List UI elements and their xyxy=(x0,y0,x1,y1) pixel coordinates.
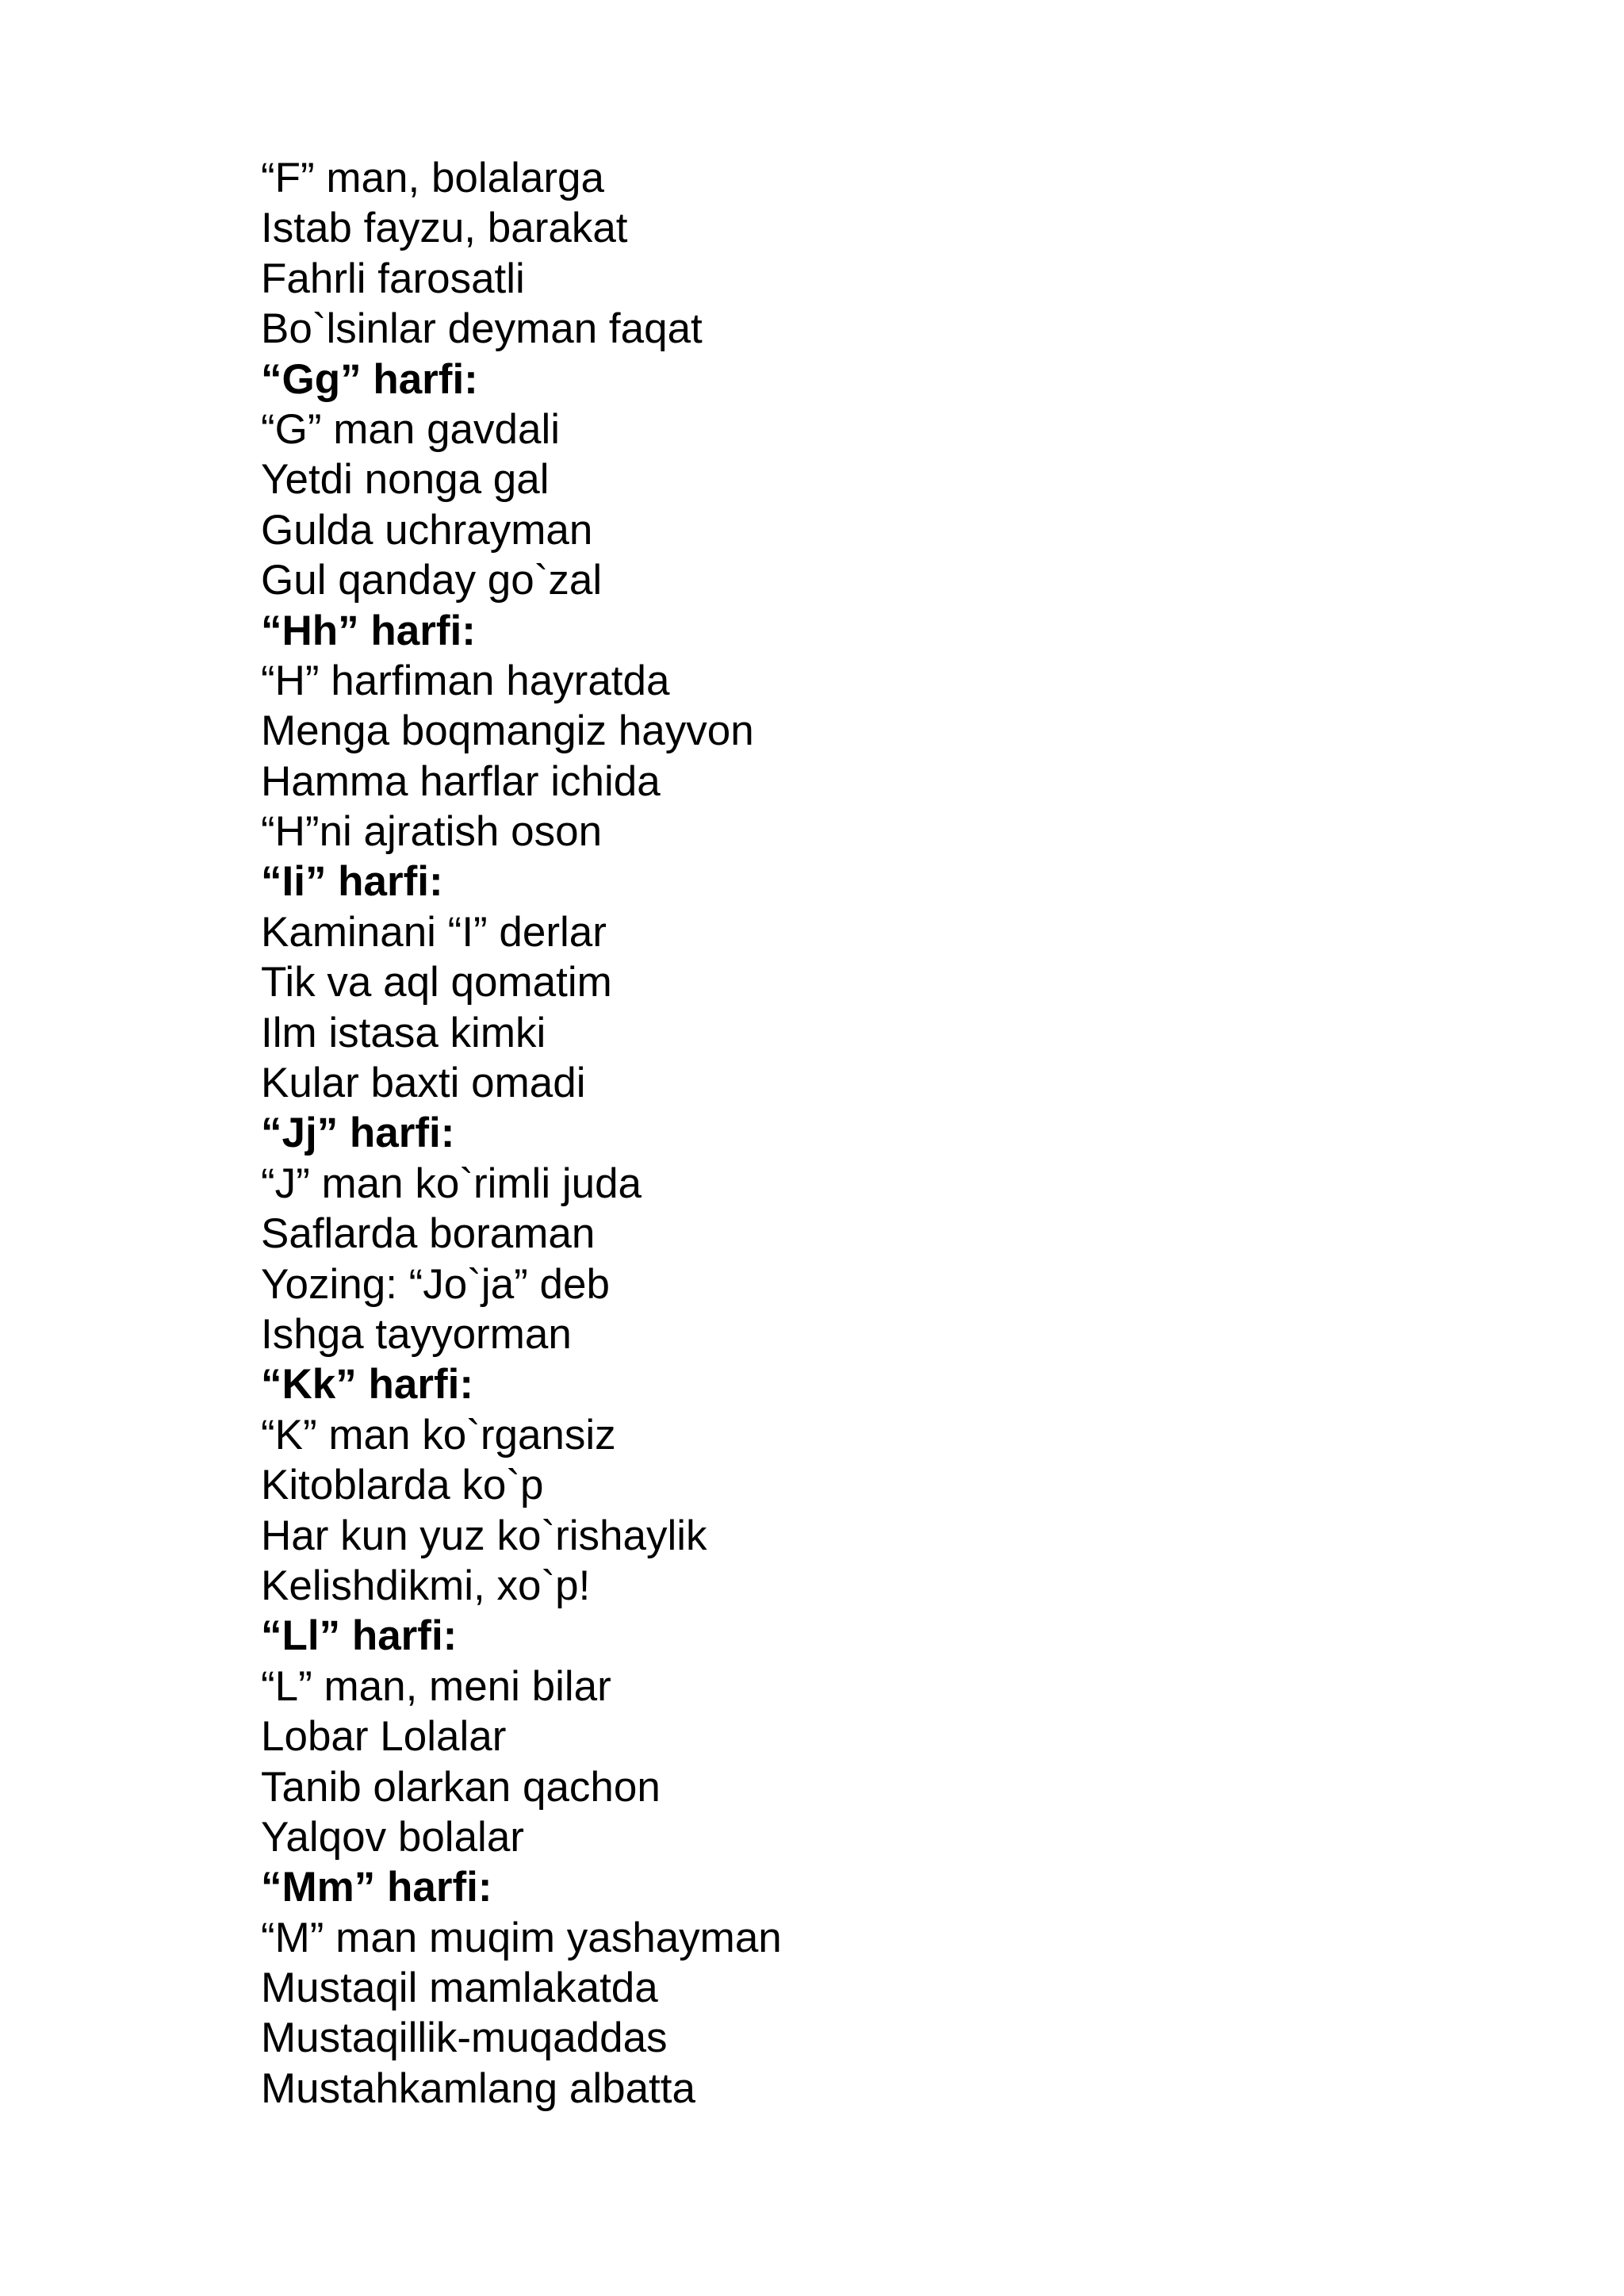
poem-line: Mustahkamlang albatta xyxy=(261,2064,695,2112)
poem-line: Bo`lsinlar deyman faqat xyxy=(261,305,703,353)
poem-text-block xyxy=(261,153,1450,2114)
letter-heading: “Jj” harfi: xyxy=(261,1110,455,1157)
letter-heading: “Ll” harfi: xyxy=(261,1612,458,1660)
poem-line: Kitoblarda ko`p xyxy=(261,1462,544,1509)
poem-line: “H”ni ajratish oson xyxy=(261,808,603,856)
poem-line: “K” man ko`rgansiz xyxy=(261,1411,616,1458)
poem-line: Hamma harflar ichida xyxy=(261,757,661,805)
poem-line: “M” man muqim yashayman xyxy=(261,1914,782,1961)
poem-line: Gul qanday go`zal xyxy=(261,557,603,604)
poem-line: Fahrli farosatli xyxy=(261,255,525,302)
poem-line: Kaminani “I” derlar xyxy=(261,908,607,956)
poem-line: Kular baxti omadi xyxy=(261,1060,586,1107)
poem-line: Mustaqil mamlakatda xyxy=(261,1964,658,2012)
letter-heading: “Kk” harfi: xyxy=(261,1361,473,1409)
poem-line: “L” man, meni bilar xyxy=(261,1662,611,1710)
letter-heading: “Ii” harfi: xyxy=(261,858,443,906)
poem-line: Lobar Lolalar xyxy=(261,1713,507,1761)
letter-heading: “Hh” harfi: xyxy=(261,607,476,654)
poem-line: Har kun yuz ko`rishaylik xyxy=(261,1512,707,1559)
poem-line: “J” man ko`rimli juda xyxy=(261,1159,642,1207)
poem-line: “G” man gavdali xyxy=(261,405,561,453)
poem-line: Mustaqillik-muqaddas xyxy=(261,2014,668,2062)
poem-line: Tik va aql qomatim xyxy=(261,959,612,1006)
poem-line: Yozing: “Jo`ja” deb xyxy=(261,1260,610,1308)
letter-heading: “Gg” harfi: xyxy=(261,355,478,403)
poem-line: Ishga tayyorman xyxy=(261,1310,572,1358)
poem-line: Istab fayzu, barakat xyxy=(261,205,628,252)
poem-line: Yetdi nonga gal xyxy=(261,456,550,504)
poem-line: Kelishdikmi, xo`p! xyxy=(261,1562,591,1609)
poem-line: Ilm istasa kimki xyxy=(261,1009,546,1056)
poem-line: Yalqov bolalar xyxy=(261,1813,524,1861)
poem-line: Menga boqmangiz hayvon xyxy=(261,707,754,755)
letter-heading: “Mm” harfi: xyxy=(261,1864,492,1911)
poem-line: Gulda uchrayman xyxy=(261,506,593,554)
poem-line: Tanib olarkan qachon xyxy=(261,1763,661,1811)
poem-line: “F” man, bolalarga xyxy=(261,155,605,201)
poem-line: Saflarda boraman xyxy=(261,1210,596,1258)
poem-line: “H” harfiman hayratda xyxy=(261,657,670,704)
